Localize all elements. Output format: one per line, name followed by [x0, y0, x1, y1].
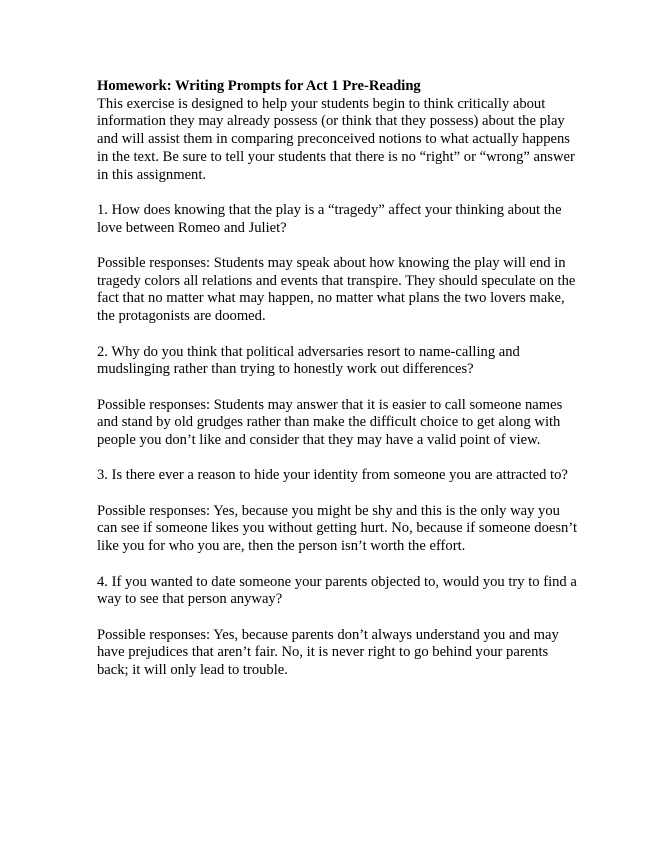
prompt-3-question: 3. Is there ever a reason to hide your identity from someone you are attracted to?	[97, 467, 568, 484]
prompt-1	[97, 202, 577, 326]
prompt-1-question: 1. How does knowing that the play is a “tragedy” affect your thinking about the love between Romeo and Juliet?	[97, 201, 562, 236]
prompt-4-question: 4. If you wanted to date someone your parents objected to, would you try to find a way to see that person anyway?	[97, 573, 577, 608]
prompt-4	[97, 574, 577, 680]
prompt-4-response: Possible responses: Yes, because parents don’t always understand you and may have prejudices that aren’t fair. No, it is never right to go behind your parents back; it will only lead to trouble.	[97, 626, 559, 679]
document-title: Homework: Writing Prompts for Act 1 Pre-Reading	[97, 78, 421, 94]
intro-paragraph: This exercise is designed to help your students begin to think critically about information they may already possess (or think that they possess) about the play and will assist them in comparing preconceived notions to what actually happens in the text. Be sure to tell your students that there is no “right” or “wrong” answer in this assignment.	[97, 95, 575, 183]
prompt-2-response: Possible responses: Students may answer that it is easier to call someone names and stand by old grudges rather than make the difficult choice to get along with people you don’t like and consider that they may have a valid point of view.	[97, 396, 563, 448]
prompt-3-response: Possible responses: Yes, because you might be shy and this is the only way you can see if someone likes you without getting hurt. No, because if someone doesn’t like you for who you are, then the person isn’t worth the effort.	[97, 502, 577, 555]
document-page	[97, 78, 577, 697]
prompt-2-question: 2. Why do you think that political adversaries resort to name-calling and mudslinging rather than trying to honestly work out differences?	[97, 343, 520, 378]
prompt-3	[97, 467, 577, 556]
prompt-2	[97, 344, 577, 450]
prompt-1-response: Possible responses: Students may speak about how knowing the play will end in tragedy colors all relations and events that transpire. They should speculate on the fact that no matter what may happen, no matter what plans the two lovers make, the protagonists are doomed.	[97, 255, 576, 325]
